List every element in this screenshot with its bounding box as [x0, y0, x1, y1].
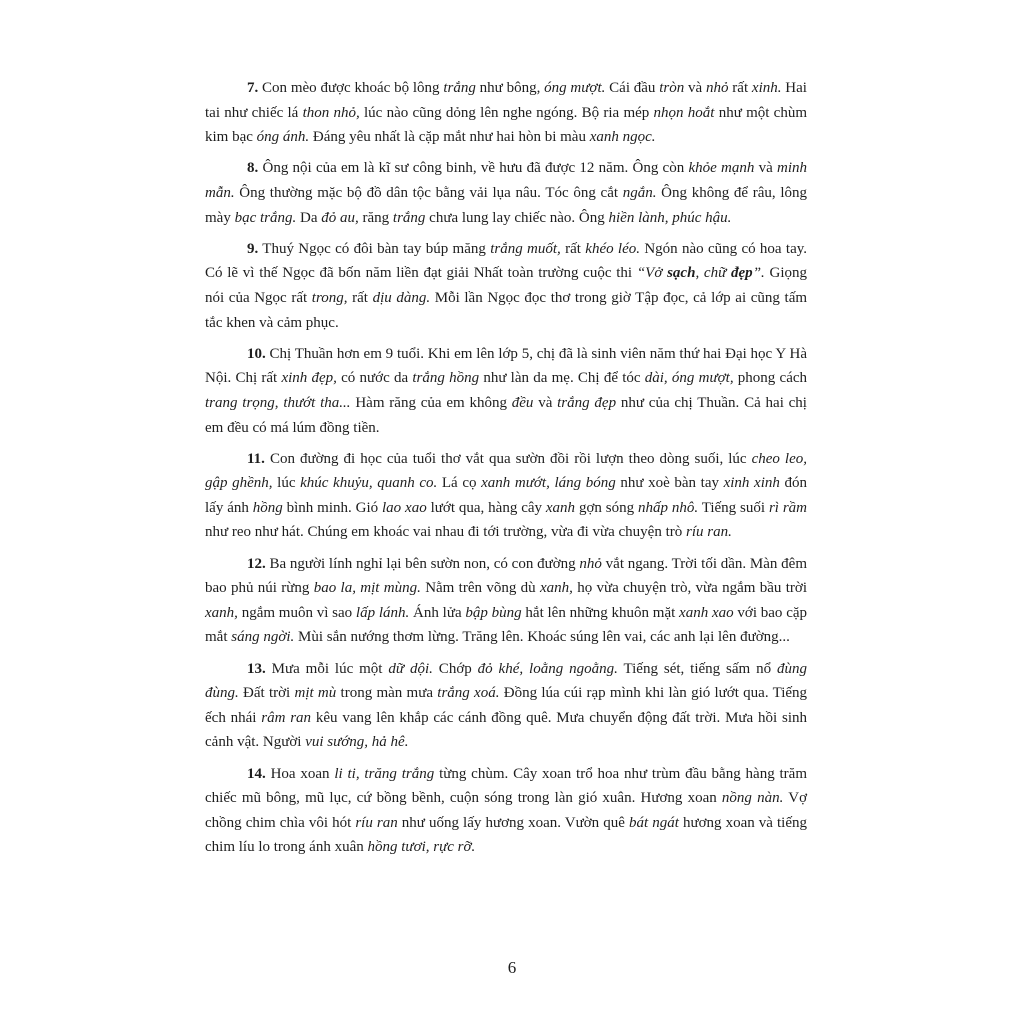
emphasis-wrapper [731, 265, 753, 281]
body-text: ngắm muôn vì sao [237, 604, 356, 621]
page-body [205, 76, 807, 867]
body-text: hắt lên những khuôn mặt [521, 604, 680, 621]
page-number: 6 [507, 958, 517, 977]
body-text: Lá cọ [437, 475, 482, 492]
italic-text: hồng [252, 499, 283, 516]
body-text: kêu vang lên khắp các cánh đồng quê. Mưa chuyển động đất trời. Mưa hồi sinh cảnh vật. Người [205, 709, 807, 751]
italic-text: sáng ngời. [231, 629, 295, 646]
italic-text: vui sướng, hả hê. [305, 734, 409, 751]
italic-text: “Vở [636, 265, 668, 282]
italic-text: nồng nàn. [721, 790, 784, 807]
italic-text: trong, [311, 289, 348, 306]
body-text: hương xoan và tiếng chim líu lo trong ánh xuân [205, 814, 808, 856]
body-text: Ngón nào cũng có hoa tay. Có lẽ vì thế Ngọc đã bốn năm liền đạt giải Nhất toàn trường cuộc thi [205, 240, 808, 282]
italic-text: xinh. [751, 80, 782, 96]
italic-text: ngắn. [622, 184, 657, 201]
body-text: và [754, 160, 777, 177]
body-text: trong màn mưa [336, 685, 438, 702]
body-text: như uống lấy hương xoan. Vườn quê [397, 814, 629, 831]
italic-text: bạc trắng. [234, 209, 297, 226]
body-text: Đất trời [238, 685, 295, 702]
body-text: Cái đầu [605, 80, 660, 96]
italic-text: nhọn hoắt [653, 104, 715, 121]
body-text: như làn da mẹ. Chị để tóc [479, 370, 645, 387]
italic-text: tròn [659, 80, 685, 96]
paragraph-10 [205, 342, 807, 440]
body-text: Tiếng suối [698, 499, 769, 516]
paragraph-8 [205, 156, 807, 230]
italic-text: xanh xao [679, 604, 734, 621]
paragraph-number: 14. [247, 765, 266, 782]
body-text: Mùi sắn nướng thơm lừng. Trăng lên. Khoác súng lên vai, các anh lại lên đường... [294, 629, 790, 646]
italic-text: minh mẫn. [205, 160, 807, 201]
italic-text: nhỏ [579, 555, 602, 572]
italic-text: ”. [752, 265, 765, 282]
body-text: Mưa mỗi lúc một [265, 660, 389, 677]
italic-text: mịt mù [294, 685, 337, 702]
italic-text: thon nhỏ, [302, 104, 360, 121]
italic-text: xanh mướt, láng bóng [481, 475, 616, 492]
body-text: Con mèo được khoác bộ lông [258, 80, 444, 96]
italic-text: hiền lành, phúc hậu. [608, 209, 732, 226]
body-text: đón lấy ánh [205, 475, 808, 516]
paragraph-number: 8. [247, 160, 259, 177]
italic-text: xanh [545, 499, 576, 516]
italic-text: bao la, mịt mùng. [313, 580, 421, 597]
paragraph-number: 9. [247, 240, 259, 257]
paragraph-12 [205, 552, 807, 650]
body-text: răng [358, 209, 393, 226]
paragraph-14 [205, 762, 807, 860]
body-text: và [533, 394, 558, 411]
italic-text: , chữ [695, 265, 732, 282]
italic-text: nhỏ [706, 80, 729, 96]
paragraph-number: 11. [247, 450, 265, 467]
body-text: Đồng lúa cúi rạp mình khi làn gió lướt qua. Tiếng ếch nhái [205, 685, 808, 726]
italic-text: trắng muốt, [490, 240, 561, 257]
body-text: Tiếng sét, tiếng sấm nổ [617, 660, 778, 677]
italic-text: rì rầm [768, 499, 807, 516]
italic-text: trắng [443, 80, 476, 96]
body-text: Ông nội của em là kĩ sư công binh, về hưu đã được 12 năm. Ông còn [258, 160, 689, 177]
body-text: với bao cặp mắt [205, 604, 808, 646]
body-text: Mỗi lần Ngọc đọc thơ trong giờ Tập đọc, cả lớp ai cũng tấm tắc khen và cảm phục. [205, 289, 808, 331]
emphasis-wrapper [667, 265, 695, 281]
paragraph-number: 7. [247, 80, 259, 96]
italic-text: xinh đẹp, [281, 370, 337, 387]
body-text: và [684, 80, 706, 96]
italic-text: dịu dàng. [372, 289, 431, 306]
italic-text: bát ngát [628, 814, 679, 831]
body-text: như một chùm kim bạc [205, 104, 807, 146]
body-text: Con đường đi học của tuổi thơ vắt qua sườn đồi rồi lượn theo dòng suối, lúc [264, 450, 752, 467]
body-text: phong cách [733, 370, 808, 387]
body-text: Da [296, 209, 322, 226]
italic-text: cheo leo, gập ghềnh, [205, 450, 807, 492]
paragraph-7 [205, 76, 807, 150]
italic-text: khỏe mạnh [688, 160, 755, 177]
italic-text: li ti, trăng trắng [334, 765, 435, 782]
body-text: Chớp [432, 660, 478, 677]
italic-text: ríu ran [355, 814, 398, 831]
body-text: Ba người lính nghỉ lại bên sườn non, có con đường [265, 555, 580, 572]
body-text: chưa lung lay chiếc nào. Ông [425, 209, 609, 226]
paragraph-number: 12. [247, 555, 266, 572]
body-text: Vợ chồng chim chìa vôi hót [205, 790, 808, 831]
italic-text: dài, óng mượt, [644, 370, 734, 387]
italic-text: hồng tươi, rực rỡ. [367, 839, 476, 856]
italic-text: trắng hồng [412, 370, 480, 387]
emphasis-text: đẹp [731, 265, 753, 282]
body-text: bình minh. Gió [282, 499, 383, 516]
body-text: như của chị Thuần. Cả hai chị em đều có má lúm đồng tiền. [205, 394, 807, 436]
italic-text: khúc khuỷu, quanh co. [300, 475, 438, 492]
italic-text: lao xao [382, 499, 427, 516]
body-text: Chị Thuần hơn em 9 tuổi. Khi em lên lớp 5, chị đã là sinh viên năm thứ hai Đại học Y Hà Nội. Chị rất [205, 345, 807, 387]
italic-text: lấp lánh. [355, 604, 410, 621]
body-text: Ông không để râu, lông mày [205, 184, 807, 226]
paragraph-number: 10. [247, 345, 266, 362]
emphasis-text: sạch [667, 265, 696, 282]
body-text: Ông thường mặc bộ đồ dân tộc bằng vải lụa nâu. Tóc ông cắt [234, 184, 623, 201]
italic-text: trắng xoá. [437, 685, 500, 702]
italic-text: bập bùng [465, 604, 522, 621]
body-text: rất [347, 289, 373, 306]
italic-text: trắng [392, 209, 426, 226]
italic-text: óng mượt. [544, 80, 606, 96]
italic-text: dữ dội. [388, 660, 433, 677]
body-text: Giọng nói của Ngọc rất [205, 265, 808, 306]
paragraph-9 [205, 237, 807, 335]
italic-text: ríu ran. [686, 524, 732, 541]
italic-text: râm ran [261, 709, 312, 726]
body-text: Hoa xoan [265, 765, 335, 782]
body-text: Thuý Ngọc có đôi bàn tay búp măng [258, 240, 491, 257]
italic-text: đều [511, 394, 534, 411]
body-text: họ vừa chuyện trò, vừa ngắm bầu trời [572, 580, 808, 597]
body-text: từng chùm. Cây xoan trổ hoa như trùm đầu bằng hàng trăm chiếc mũ bông, mũ lục, cứ bồng bềnh, cuộn sóng trong làn gió xuân. Hương xoan [205, 765, 807, 807]
italic-text: nhấp nhô. [637, 499, 699, 516]
paragraph-11 [205, 447, 807, 545]
body-text: lúc nào cũng dỏng lên nghe ngóng. Bộ ria mép [359, 104, 654, 121]
italic-text: đỏ khé, loằng ngoằng. [477, 660, 618, 677]
body-text: gợn sóng [575, 499, 638, 516]
body-text: Hai tai như chiếc lá [205, 80, 807, 121]
paragraph-13 [205, 657, 807, 755]
body-text: như xoè bàn tay [615, 475, 724, 492]
italic-text: xanh, [205, 604, 238, 621]
body-text: Đáng yêu nhất là cặp mắt như hai hòn bi màu [309, 129, 590, 146]
body-text: như reo như hát. Chúng em khoác vai nhau đi tới trường, vừa đi vừa chuyện trò [205, 524, 686, 541]
italic-text: xanh ngọc. [589, 129, 656, 146]
body-text: lúc [272, 475, 301, 492]
italic-text: xanh, [539, 580, 573, 597]
italic-text: đỏ au, [321, 209, 359, 226]
body-text: rất [728, 80, 752, 96]
italic-text: xinh xinh [723, 475, 780, 492]
body-text: Ánh lửa [409, 604, 466, 621]
body-text: rất [560, 240, 586, 257]
body-text: có nước da [336, 370, 413, 387]
paragraph-number: 13. [247, 660, 266, 677]
italic-text: trang trọng, thướt tha... [205, 394, 351, 411]
body-text: như bông, [475, 80, 545, 96]
body-text: Nằm trên võng dù [420, 580, 540, 597]
italic-text: đùng đùng. [205, 660, 808, 702]
body-text: Hàm răng của em không [350, 394, 512, 411]
italic-text: óng ánh. [256, 129, 310, 146]
body-text: vắt ngang. Trời tối dần. Màn đêm bao phủ núi rừng [205, 555, 807, 597]
italic-text: trắng đẹp [557, 394, 617, 411]
body-text: lướt qua, hàng cây [426, 499, 546, 516]
italic-text: khéo léo. [585, 240, 640, 257]
